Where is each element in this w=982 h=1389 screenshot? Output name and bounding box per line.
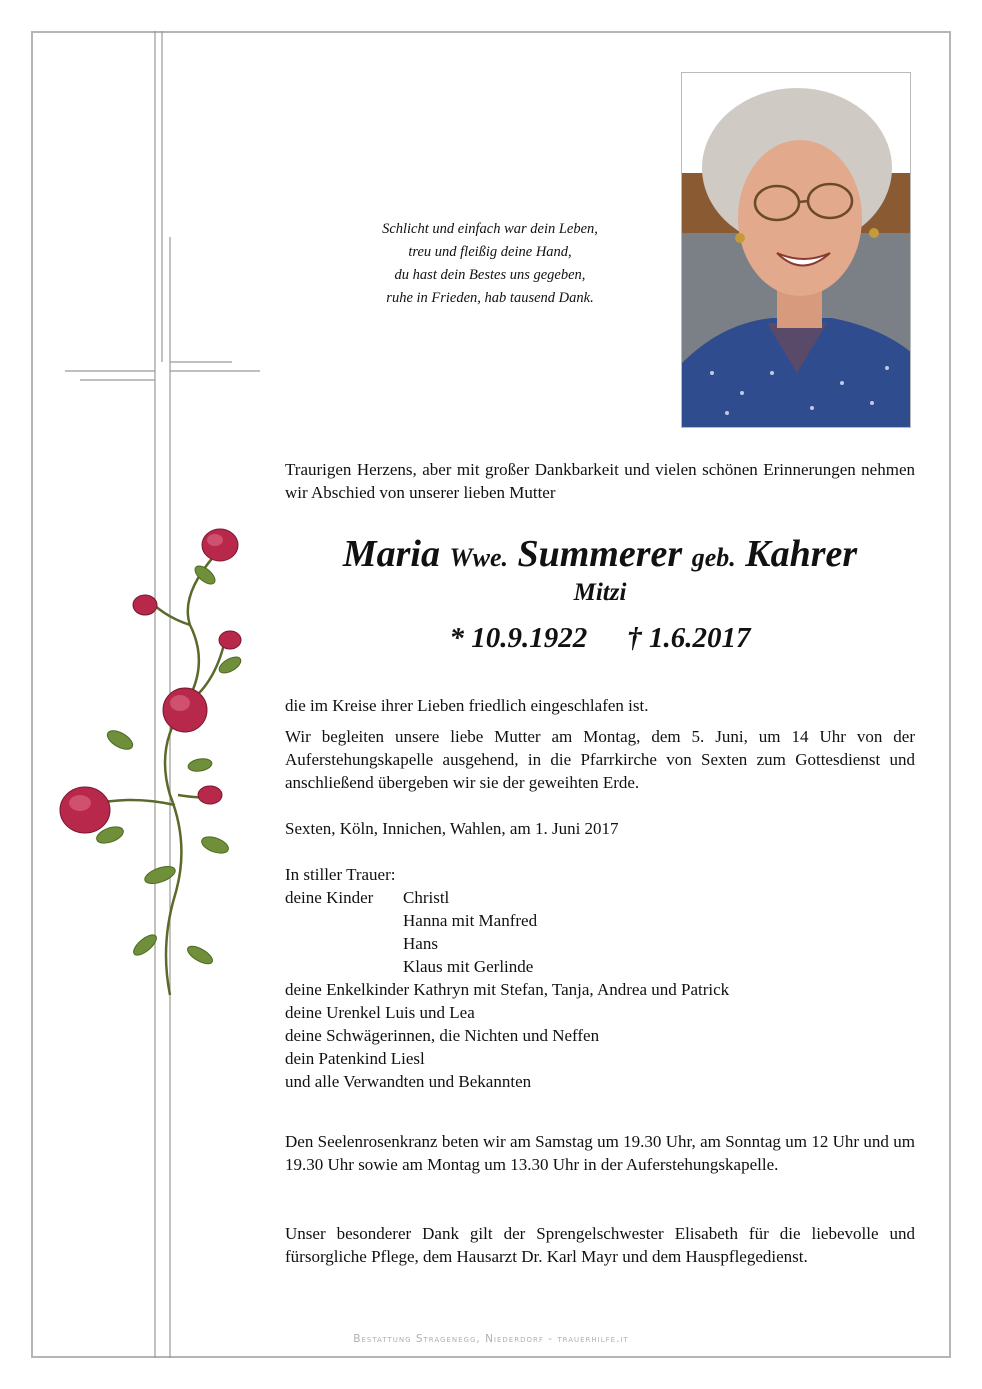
deceased-name xyxy=(285,532,915,580)
poem-line: du hast dein Bestes uns gegeben, xyxy=(394,267,586,283)
rose-branch xyxy=(50,515,260,1005)
children-label: deine Kinder xyxy=(285,888,374,907)
memorial-poem xyxy=(330,218,650,310)
poem-line: ruhe in Frieden, hab tausend Dank. xyxy=(386,290,594,306)
footer-credit: Bestattung Stragenegg, Niederdorf - trauerhilfe.it xyxy=(353,1333,629,1345)
poem-line: Schlicht und einfach war dein Leben, xyxy=(382,221,598,237)
first-name: Maria xyxy=(342,533,440,575)
thanks-text: Unser besonderer Dank gilt der Sprengelschwester Elisabeth für die liebevolle und fürsorgliche Pflege, dem Hausarzt Dr. Karl Mayr und dem Hauspflegedienst. xyxy=(285,1224,915,1266)
child-name: Klaus mit Gerlinde xyxy=(403,957,534,976)
maiden-name: Kahrer xyxy=(745,533,858,575)
passed-text: die im Kreise ihrer Lieben friedlich eingeschlafen ist. xyxy=(285,696,649,715)
surname: Summerer xyxy=(517,533,683,575)
portrait-photo xyxy=(681,72,911,428)
mourner-line: deine Schwägerinnen, die Nichten und Neffen xyxy=(285,1026,600,1045)
nickname: Mitzi xyxy=(573,579,627,606)
rosary-text: Den Seelenrosenkranz beten wir am Samstag um 19.30 Uhr, am Sonntag um 12 Uhr und um 19.30 Uhr sowie am Montag um 13.30 Uhr in der Auferstehungskapelle. xyxy=(285,1132,915,1174)
mourners-list xyxy=(285,863,915,1093)
mourner-line: deine Enkelkinder Kathryn mit Stefan, Tanja, Andrea und Patrick xyxy=(285,980,730,999)
place-date: Sexten, Köln, Innichen, Wahlen, am 1. Juni 2017 xyxy=(285,819,619,838)
funeral-text: Wir begleiten unsere liebe Mutter am Montag, dem 5. Juni, um 14 Uhr von der Auferstehungskapelle ausgehend, in die Pfarrkirche von Sexten zum Gottesdienst und anschließend übergeben wir sie der geweihten Erde. xyxy=(285,727,915,792)
poem-line: treu und fleißig deine Hand, xyxy=(408,244,572,260)
child-name: Hans xyxy=(403,934,438,953)
mourner-line: und alle Verwandten und Bekannten xyxy=(285,1072,532,1091)
birth-date: * 10.9.1922 xyxy=(449,622,588,654)
child-name: Hanna mit Manfred xyxy=(403,911,538,930)
mourner-line: deine Urenkel Luis und Lea xyxy=(285,1003,475,1022)
death-date: † 1.6.2017 xyxy=(627,622,751,654)
intro-text: Traurigen Herzens, aber mit großer Dankbarkeit und vielen schönen Erinnerungen nehmen wir Abschied von unserer lieben Mutter xyxy=(285,460,915,502)
mourner-line: dein Patenkind Liesl xyxy=(285,1049,425,1068)
nee-label: geb. xyxy=(691,543,736,572)
child-name: Christl xyxy=(403,888,450,907)
mourners-heading: In stiller Trauer: xyxy=(285,865,396,884)
life-dates xyxy=(285,620,915,656)
widow-label: Wwe. xyxy=(449,543,508,572)
